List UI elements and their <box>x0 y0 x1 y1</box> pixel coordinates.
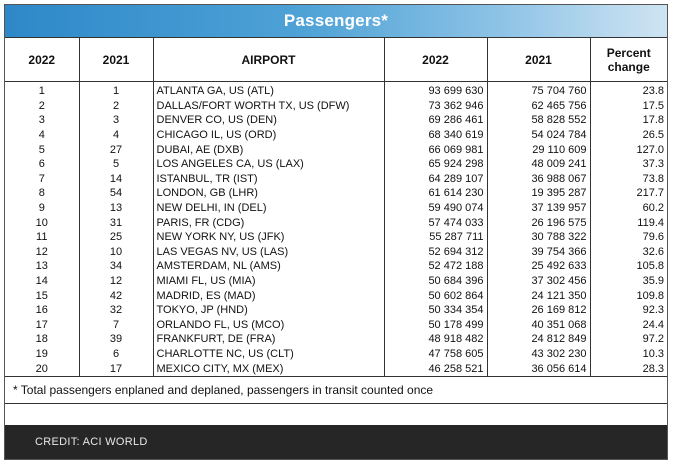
cell-passengers-2021: 19 395 287 <box>487 186 590 201</box>
cell-passengers-2022: 46 258 521 <box>384 361 487 376</box>
cell-airport: LOS ANGELES CA, US (LAX) <box>153 157 384 172</box>
cell-percent-change: 92.3 <box>590 303 667 318</box>
col-header-rank-2021: 2021 <box>79 38 153 82</box>
table-row <box>5 128 667 143</box>
cell-airport: DALLAS/FORT WORTH TX, US (DFW) <box>153 99 384 114</box>
cell-rank-2022: 2 <box>5 99 79 114</box>
cell-airport: NEW DELHI, IN (DEL) <box>153 201 384 216</box>
cell-rank-2021: 13 <box>79 201 153 216</box>
cell-percent-change: 109.8 <box>590 288 667 303</box>
cell-passengers-2021: 29 110 609 <box>487 142 590 157</box>
table-row <box>5 186 667 201</box>
cell-passengers-2022: 61 614 230 <box>384 186 487 201</box>
cell-airport: MEXICO CITY, MX (MEX) <box>153 361 384 376</box>
cell-percent-change: 97.2 <box>590 332 667 347</box>
cell-rank-2022: 12 <box>5 245 79 260</box>
table-row <box>5 82 667 99</box>
table-title: Passengers* <box>5 5 667 38</box>
cell-passengers-2022: 50 334 354 <box>384 303 487 318</box>
cell-passengers-2022: 52 694 312 <box>384 245 487 260</box>
col-header-rank-2022: 2022 <box>5 38 79 82</box>
cell-percent-change: 10.3 <box>590 347 667 362</box>
cell-percent-change: 119.4 <box>590 215 667 230</box>
table-header-row <box>5 38 667 82</box>
table-row <box>5 332 667 347</box>
cell-percent-change: 127.0 <box>590 142 667 157</box>
cell-rank-2021: 32 <box>79 303 153 318</box>
table-row <box>5 245 667 260</box>
cell-rank-2021: 39 <box>79 332 153 347</box>
table-row <box>5 318 667 333</box>
cell-passengers-2021: 48 009 241 <box>487 157 590 172</box>
cell-passengers-2021: 24 812 849 <box>487 332 590 347</box>
cell-airport: MIAMI FL, US (MIA) <box>153 274 384 289</box>
table-row <box>5 215 667 230</box>
cell-percent-change: 73.8 <box>590 172 667 187</box>
cell-passengers-2022: 59 490 074 <box>384 201 487 216</box>
cell-rank-2021: 27 <box>79 142 153 157</box>
col-header-percent-change: Percent change <box>590 38 667 82</box>
cell-airport: LAS VEGAS NV, US (LAS) <box>153 245 384 260</box>
cell-rank-2022: 9 <box>5 201 79 216</box>
credit-bar <box>5 425 667 459</box>
cell-passengers-2022: 65 924 298 <box>384 157 487 172</box>
cell-passengers-2021: 37 302 456 <box>487 274 590 289</box>
cell-rank-2021: 14 <box>79 172 153 187</box>
cell-percent-change: 32.6 <box>590 245 667 260</box>
cell-passengers-2021: 30 788 322 <box>487 230 590 245</box>
cell-rank-2021: 12 <box>79 274 153 289</box>
cell-airport: CHARLOTTE NC, US (CLT) <box>153 347 384 362</box>
cell-passengers-2021: 39 754 366 <box>487 245 590 260</box>
cell-passengers-2021: 62 465 756 <box>487 99 590 114</box>
cell-rank-2022: 3 <box>5 113 79 128</box>
cell-airport: ATLANTA GA, US (ATL) <box>153 82 384 99</box>
cell-rank-2022: 8 <box>5 186 79 201</box>
cell-percent-change: 79.6 <box>590 230 667 245</box>
table-row <box>5 288 667 303</box>
cell-passengers-2021: 26 169 812 <box>487 303 590 318</box>
cell-passengers-2022: 73 362 946 <box>384 99 487 114</box>
cell-airport: CHICAGO IL, US (ORD) <box>153 128 384 143</box>
cell-rank-2021: 2 <box>79 99 153 114</box>
cell-rank-2021: 42 <box>79 288 153 303</box>
cell-passengers-2021: 36 056 614 <box>487 361 590 376</box>
cell-rank-2022: 7 <box>5 172 79 187</box>
cell-passengers-2022: 50 684 396 <box>384 274 487 289</box>
cell-rank-2022: 20 <box>5 361 79 376</box>
cell-rank-2022: 19 <box>5 347 79 362</box>
cell-percent-change: 23.8 <box>590 82 667 99</box>
table-row <box>5 259 667 274</box>
cell-passengers-2022: 57 474 033 <box>384 215 487 230</box>
cell-rank-2022: 17 <box>5 318 79 333</box>
credit-text: CREDIT: ACI WORLD <box>35 436 148 448</box>
cell-passengers-2021: 25 492 633 <box>487 259 590 274</box>
cell-airport: LONDON, GB (LHR) <box>153 186 384 201</box>
cell-rank-2021: 34 <box>79 259 153 274</box>
cell-rank-2021: 10 <box>79 245 153 260</box>
cell-airport: PARIS, FR (CDG) <box>153 215 384 230</box>
cell-passengers-2021: 40 351 068 <box>487 318 590 333</box>
cell-passengers-2021: 58 828 552 <box>487 113 590 128</box>
cell-rank-2021: 3 <box>79 113 153 128</box>
cell-rank-2022: 4 <box>5 128 79 143</box>
cell-rank-2022: 5 <box>5 142 79 157</box>
table-row <box>5 361 667 376</box>
table-row <box>5 274 667 289</box>
cell-rank-2021: 54 <box>79 186 153 201</box>
table-row <box>5 157 667 172</box>
table-row <box>5 142 667 157</box>
cell-rank-2021: 7 <box>79 318 153 333</box>
cell-rank-2021: 5 <box>79 157 153 172</box>
cell-airport: NEW YORK NY, US (JFK) <box>153 230 384 245</box>
col-header-passengers-2021: 2021 <box>487 38 590 82</box>
cell-passengers-2022: 64 289 107 <box>384 172 487 187</box>
cell-rank-2021: 6 <box>79 347 153 362</box>
cell-passengers-2022: 50 602 864 <box>384 288 487 303</box>
cell-rank-2021: 31 <box>79 215 153 230</box>
col-header-airport: AIRPORT <box>153 38 384 82</box>
passenger-table-card <box>4 4 668 460</box>
table-row <box>5 99 667 114</box>
cell-airport: ISTANBUL, TR (IST) <box>153 172 384 187</box>
cell-passengers-2022: 55 287 711 <box>384 230 487 245</box>
cell-rank-2021: 17 <box>79 361 153 376</box>
cell-percent-change: 37.3 <box>590 157 667 172</box>
cell-rank-2022: 15 <box>5 288 79 303</box>
cell-percent-change: 217.7 <box>590 186 667 201</box>
cell-passengers-2022: 68 340 619 <box>384 128 487 143</box>
table-row <box>5 113 667 128</box>
cell-percent-change: 17.5 <box>590 99 667 114</box>
cell-passengers-2021: 37 139 957 <box>487 201 590 216</box>
cell-airport: MADRID, ES (MAD) <box>153 288 384 303</box>
cell-passengers-2022: 69 286 461 <box>384 113 487 128</box>
cell-airport: FRANKFURT, DE (FRA) <box>153 332 384 347</box>
table-row <box>5 303 667 318</box>
table-row <box>5 201 667 216</box>
cell-passengers-2021: 26 196 575 <box>487 215 590 230</box>
cell-passengers-2021: 24 121 350 <box>487 288 590 303</box>
cell-rank-2022: 14 <box>5 274 79 289</box>
cell-percent-change: 60.2 <box>590 201 667 216</box>
cell-airport: ORLANDO FL, US (MCO) <box>153 318 384 333</box>
cell-rank-2022: 16 <box>5 303 79 318</box>
cell-airport: DENVER CO, US (DEN) <box>153 113 384 128</box>
cell-airport: AMSTERDAM, NL (AMS) <box>153 259 384 274</box>
cell-airport: TOKYO, JP (HND) <box>153 303 384 318</box>
cell-percent-change: 24.4 <box>590 318 667 333</box>
cell-rank-2022: 13 <box>5 259 79 274</box>
cell-passengers-2021: 43 302 230 <box>487 347 590 362</box>
passenger-table <box>5 38 667 377</box>
table-row <box>5 172 667 187</box>
cell-passengers-2022: 93 699 630 <box>384 82 487 99</box>
cell-rank-2022: 18 <box>5 332 79 347</box>
cell-rank-2022: 10 <box>5 215 79 230</box>
cell-passengers-2022: 50 178 499 <box>384 318 487 333</box>
cell-rank-2021: 4 <box>79 128 153 143</box>
table-row <box>5 230 667 245</box>
cell-rank-2022: 6 <box>5 157 79 172</box>
cell-percent-change: 35.9 <box>590 274 667 289</box>
cell-percent-change: 26.5 <box>590 128 667 143</box>
cell-airport: DUBAI, AE (DXB) <box>153 142 384 157</box>
cell-percent-change: 28.3 <box>590 361 667 376</box>
cell-rank-2021: 25 <box>79 230 153 245</box>
footnote: * Total passengers enplaned and deplaned, passengers in transit counted once <box>5 377 667 404</box>
cell-rank-2021: 1 <box>79 82 153 99</box>
cell-passengers-2021: 75 704 760 <box>487 82 590 99</box>
col-header-passengers-2022: 2022 <box>384 38 487 82</box>
cell-rank-2022: 11 <box>5 230 79 245</box>
table-row <box>5 347 667 362</box>
cell-passengers-2022: 47 758 605 <box>384 347 487 362</box>
cell-percent-change: 17.8 <box>590 113 667 128</box>
cell-rank-2022: 1 <box>5 82 79 99</box>
cell-passengers-2022: 48 918 482 <box>384 332 487 347</box>
cell-passengers-2022: 52 472 188 <box>384 259 487 274</box>
cell-percent-change: 105.8 <box>590 259 667 274</box>
cell-passengers-2021: 54 024 784 <box>487 128 590 143</box>
cell-passengers-2022: 66 069 981 <box>384 142 487 157</box>
cell-passengers-2021: 36 988 067 <box>487 172 590 187</box>
